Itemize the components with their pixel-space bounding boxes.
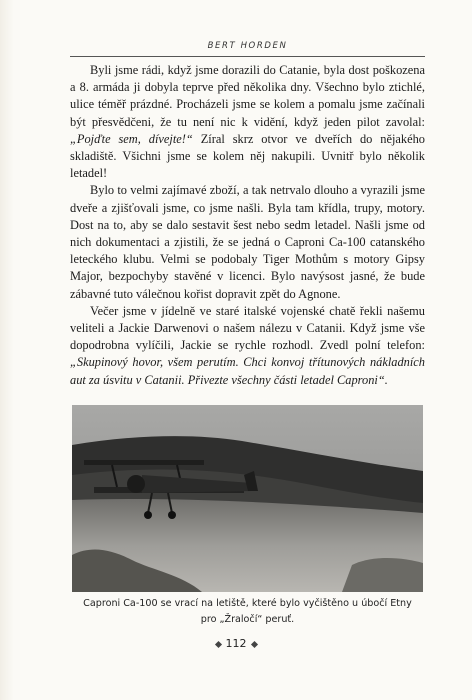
- folio-ornament-right-icon: [250, 640, 257, 647]
- paragraph-1-quote: „Pojďte sem, dívejte!“: [70, 131, 193, 146]
- biplane-photo-image: [72, 405, 423, 592]
- paragraph-1-end: Zíral skrz otvor ve dveřích do nějakého skladiště. Všichni jsme se kolem něj nakupili. Uvnitř bylo několik letadel!: [70, 131, 425, 181]
- caption-line-1: Caproni Ca-100 se vrací na letiště, které bylo vyčištěno u úbočí Etny: [83, 598, 412, 609]
- photo-caption: [80, 596, 415, 628]
- page-number: [0, 637, 472, 650]
- biplane-photo: [72, 405, 423, 592]
- running-head: BERT HORDEN: [207, 41, 288, 51]
- paragraph-1-text: Byli jsme rádi, když jsme dorazili do Catanie, byla dost poškozena a 8. armáda ji dobyla teprve před několika dny. Všechno bylo ztichlé, ulice téměř prázdné. Procházeli jsme se kolem a pomalu jsme začínali být přesvědčeni, že tu není nic k vidění, když jeden pilot zavolal:: [70, 63, 425, 129]
- paragraph-3-text: Večer jsme v jídelně ve staré italské vojenské chatě řekli našemu veliteli a Jackie Darwenovi o našem nálezu v Catanii. Když jsme vše dopodrobna vylíčili, Jackie se rychle rozhodl. Zvedl polní telefon:: [70, 303, 425, 353]
- body-text: [70, 62, 425, 389]
- folio-ornament-left-icon: [214, 640, 221, 647]
- paragraph-3: [70, 303, 425, 389]
- caption-line-2: pro „Žraločí“ peruť.: [200, 614, 295, 625]
- paragraph-1: [70, 62, 425, 182]
- page-number-text: 112: [225, 637, 247, 650]
- paragraph-3-quote: „Skupinový hovor, všem perutím. Chci konvoj třítunových nákladních aut za úsvitu v Catanii. Přivezte všechny části letadel Caproni“.: [70, 355, 425, 387]
- paragraph-2: Bylo to velmi zajímavé zboží, a tak netrvalo dlouho a vyrazili jsme dveře a zjišťovali jsme, co jsme našli. Byla tam křídla, trupy, motory. Dost na to, aby se dalo sestavit šest nebo sedm letadel. Našli jsme od nich dokumentaci a zjistili, že se jedná o Caproni Ca-100 catanského leteckého klubu. Velmi se podobaly Tiger Mothům s motory Gipsy Major, bezpochyby stavěné v licenci. Bylo navýsost jasné, že bude zábavné tuto válečnou kořist dopravit zpět do Agnone.: [70, 183, 425, 301]
- header-rule: [70, 56, 425, 57]
